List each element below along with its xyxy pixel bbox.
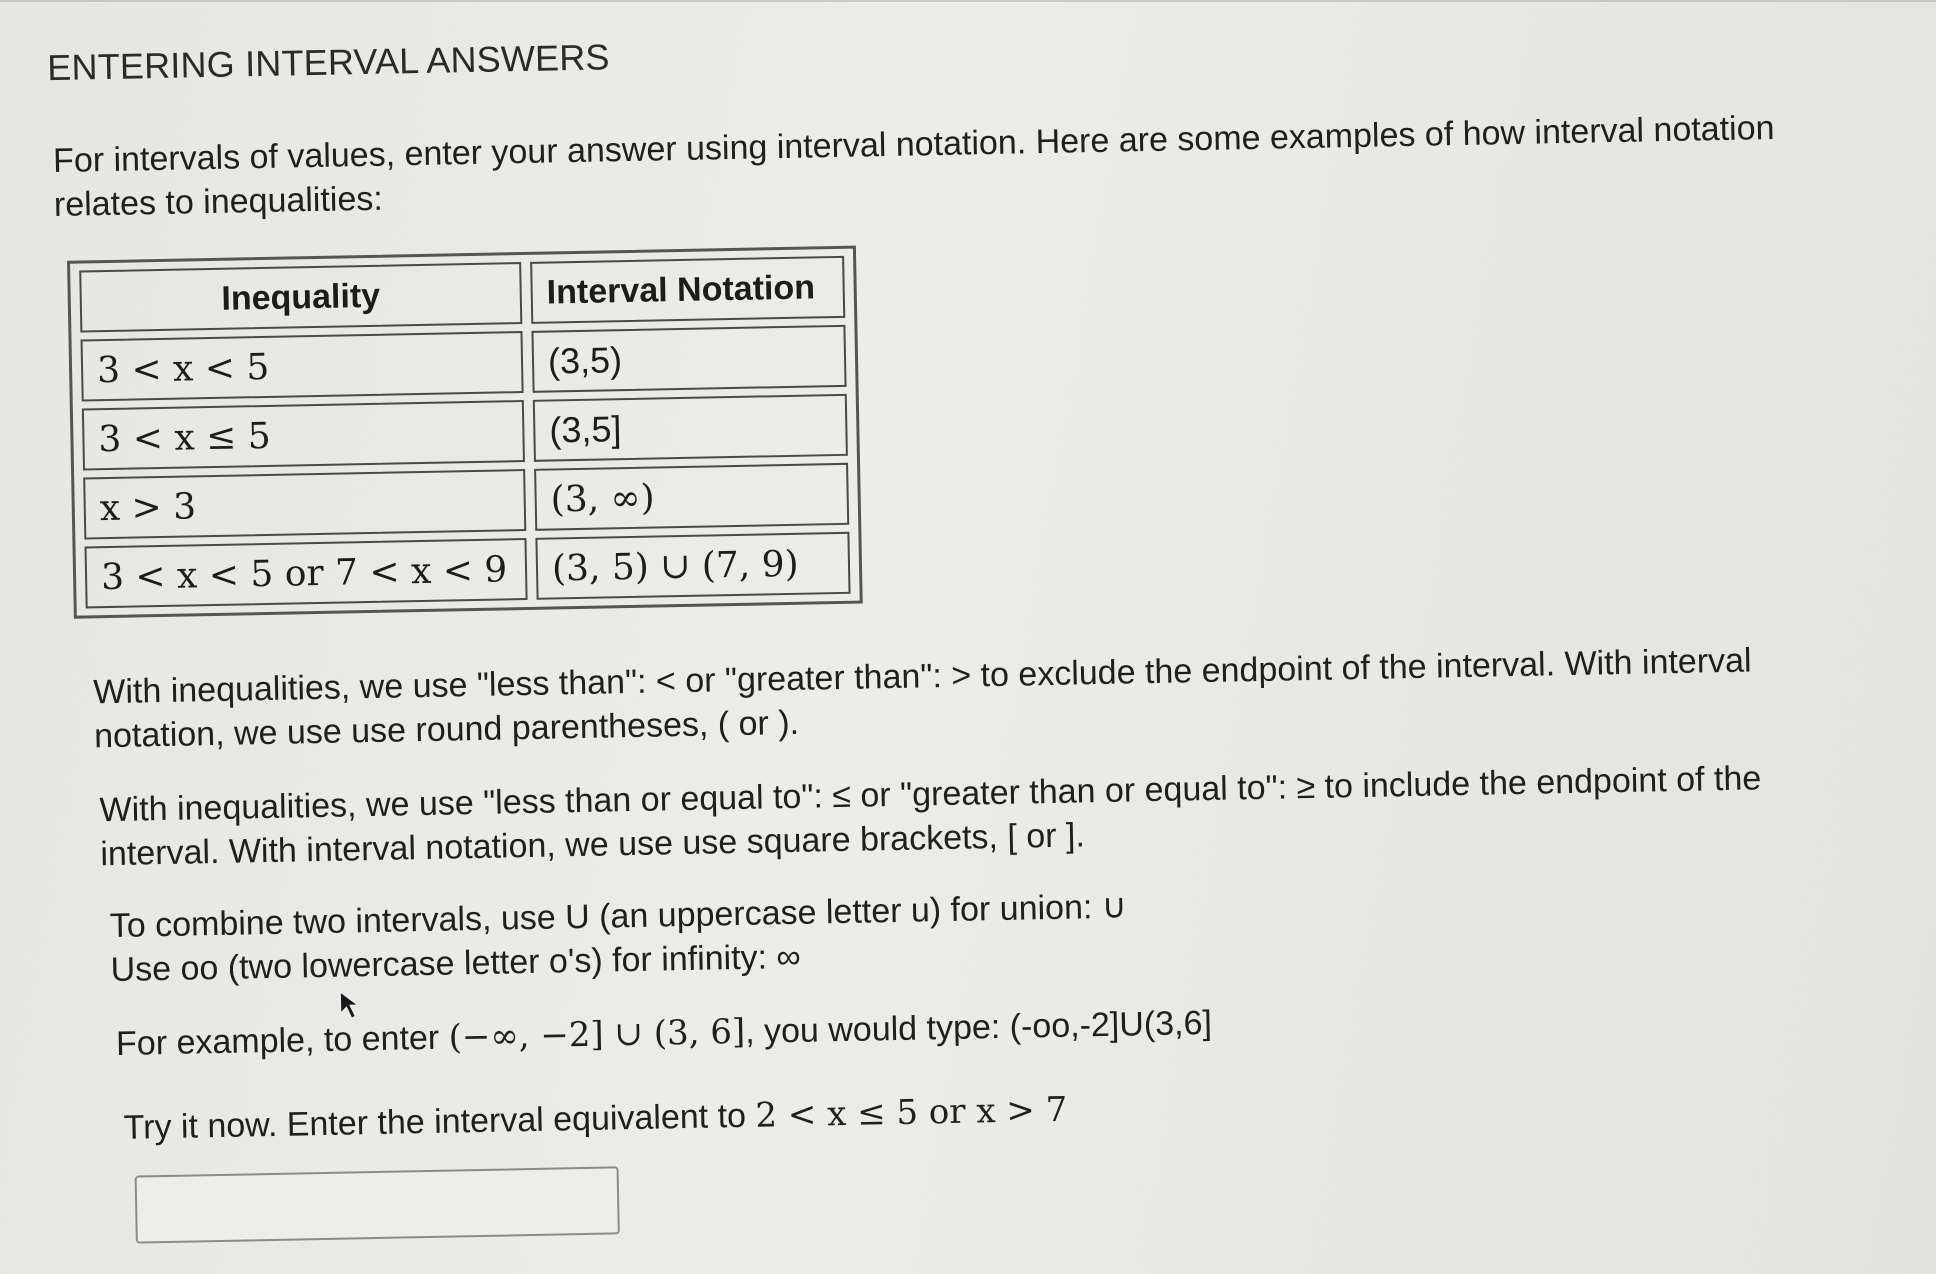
- table-cell-inequality: x > 3: [83, 469, 526, 539]
- mouse-cursor-icon: [337, 989, 364, 1021]
- try-prefix: Try it now. Enter the interval equivalent to: [123, 1096, 747, 1147]
- example-prefix: For example, to enter: [115, 1018, 440, 1063]
- examples-table: [67, 246, 863, 619]
- table-cell-interval: (3, ∞): [534, 463, 849, 531]
- table-header-interval-notation: Interval Notation: [530, 256, 845, 324]
- table-row: [85, 532, 851, 609]
- table-cell-interval: (3,5]: [533, 394, 848, 462]
- table-header-inequality: Inequality: [79, 262, 522, 332]
- example-math: (−∞, −2] ∪ (3, 6]: [448, 1011, 746, 1058]
- table-cell-interval: (3,5): [531, 325, 846, 393]
- exclude-endpoint-text: With inequalities, we use "less than": < or "greater than": > to exclude the endpoint of the interval. With interval notation, we use use round parentheses, ( or ).: [92, 641, 1752, 756]
- table-header-row: [79, 256, 845, 333]
- table-cell-inequality: 3 < x < 5 or 7 < x < 9: [85, 538, 528, 608]
- table-cell-interval: (3, 5) ∪ (7, 9): [535, 532, 850, 600]
- page-title: ENTERING INTERVAL ANSWERS: [46, 36, 611, 89]
- table-cell-inequality: 3 < x < 5: [81, 331, 524, 401]
- table-row: [81, 325, 847, 402]
- example-typed: (-oo,-2]U(3,6]: [1009, 1003, 1213, 1046]
- table-row: [82, 394, 848, 471]
- answer-input[interactable]: [135, 1166, 620, 1243]
- example-middle: , you would type:: [744, 1007, 1001, 1051]
- intro-text: For intervals of values, enter your answer using interval notation. Here are some examples of how interval notation relates to inequalities:: [52, 108, 1775, 224]
- try-math: 2 < x ≤ 5 or x > 7: [755, 1089, 1068, 1136]
- union-line: To combine two intervals, use U (an uppercase letter u) for union: ∪: [109, 887, 1128, 946]
- table-cell-inequality: 3 < x ≤ 5: [82, 400, 525, 470]
- union-infinity-block: [109, 875, 1610, 992]
- table-row: [83, 463, 849, 540]
- try-it-line: [123, 1077, 1624, 1150]
- infinity-line: Use oo (two lowercase letter o's) for infinity: ∞: [110, 937, 802, 990]
- include-endpoint-text: With inequalities, we use "less than or equal to": ≤ or "greater than or equal to": ≥ to include the endpoint of the interval. With interval notation, we use use square brackets, [ or ].: [99, 759, 1762, 874]
